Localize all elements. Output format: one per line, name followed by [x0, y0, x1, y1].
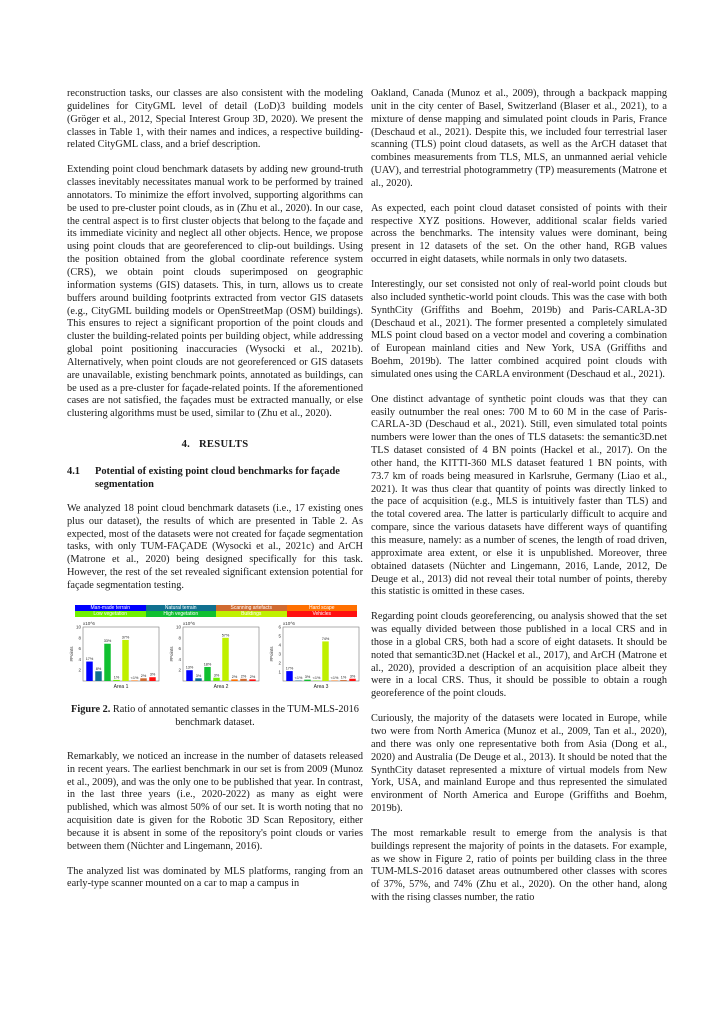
section-heading: 4. RESULTS — [181, 439, 249, 451]
svg-text:6: 6 — [278, 624, 281, 630]
paragraph: We analyzed 18 point cloud benchmark datasets (i.e., 17 existing ones plus our dataset), the results of which are presented in Table 2. As expected, most of the datasets were not created for façade segmentation tasks, with only TUM-FAÇADE (Wysocki et al., 2021c) and ArCH (Matrone et al., 2020) being designed specifically for this task. However, the rest of the set revealed significant extension potential for façade segmentation testing. — [67, 502, 363, 591]
svg-text:17%: 17% — [85, 656, 94, 661]
paragraph: Interestingly, our set consisted not only of real-world point clouds but also included synthetic-world point clouds. This was the case with both SynthCity (Griffiths and Boehm, 2019b) and Paris-CARLA-3D (Deschaud et al., 2021). The former presented a completely simulated MLS point cloud based on a vector model and covering a combination of European mainland cities and New York, USA (Griffiths and Boehm, 2019b). The latter combined acquired point clouds with simulated ones using the CARLA environment (Deschaud et al., 2021). — [371, 278, 667, 380]
svg-text:3%: 3% — [195, 673, 202, 678]
svg-text:33%: 33% — [103, 639, 112, 644]
svg-text:x10^6: x10^6 — [183, 620, 195, 626]
svg-text:6: 6 — [178, 645, 181, 651]
svg-text:Area 1: Area 1 — [113, 683, 129, 690]
svg-text:2%: 2% — [249, 674, 256, 679]
legend-item: Vehicles — [287, 611, 358, 617]
svg-text:2: 2 — [78, 667, 81, 673]
svg-text:8%: 8% — [95, 666, 102, 671]
svg-text:3%: 3% — [213, 673, 220, 678]
svg-text:2: 2 — [178, 667, 181, 673]
svg-text:10: 10 — [75, 624, 81, 630]
subsection-heading: 4.1 Potential of existing point cloud benchmarks for façade segmentation — [67, 465, 340, 490]
figure-legend — [75, 605, 357, 617]
figure-2 — [67, 605, 363, 693]
right-column — [371, 88, 667, 917]
paragraph: Oakland, Canada (Munoz et al., 2009), through a backpack mapping unit in the city center of Basel, Switzerland (Blaser et al., 2021), to a mixture of dense mapping and simulated point clouds in Paris, France (Deschaud et al., 2021). Despite this, we included four terrestrial laser scanning (TLS) point cloud datasets, as well as the ArCH dataset that combines measurements from TLS, MLS, an unmanned aerial vehicle (UAV), and terrestrial photogrammetry (TP) measurements (Matrone et al., 2020). — [371, 88, 667, 189]
bar-chart — [67, 619, 163, 693]
svg-text:10: 10 — [175, 624, 181, 630]
svg-text:17%: 17% — [285, 666, 294, 671]
svg-text:1%: 1% — [113, 675, 120, 680]
paragraph: Remarkably, we noticed an increase in the number of datasets released in recent years. The earliest benchmark in our set is from 2009 (Munoz et al., 2009), and was the only one to be published that year. In contrast, in the last three years (i.e., 2020-2022) as many as eight were published, which was almost 50% of our set. It is worth noting that no acquisition date is given for the Robotic 3D Scan Repository, either because it is absent in some of the repository's point clouds or varies between them (Nüchter and Lingemann, 2016). — [67, 750, 363, 852]
svg-text:<1%: <1% — [312, 675, 321, 680]
legend-item: Man-made terrain — [75, 605, 146, 611]
legend-item: Buildings — [216, 611, 287, 617]
svg-text:3: 3 — [278, 651, 281, 657]
svg-text:8: 8 — [178, 635, 181, 641]
paragraph: Extending point cloud benchmark datasets by adding new ground-truth classes inevitably necessitates manual work to be performed by trained annotators. To minimize the effort involved, supporting algorithms can be used to pre-cluster point clouds, as in (Zhu et al., 2020). In our case, the central aspect is to first cluster objects that belong to the façade and its immediate vicinity and neglect all other objects. Hence, we propose using point clouds that are georeferenced to clip-out buildings. Using the position obtained from the global coordinate reference system (CRS), we obtain point clouds superimposed on geographic information systems (GIS) datasets. This, in turn, allows us to create buffers around building footprints extracted from vector GIS datasets (e.g., CityGML building models or OpenStreetMap (OSM) buildings). This ensures to reject a significant proportion of the point clouds and cluster the building-related points per building object, while addressing global point positioning inaccuracies (Wysocki et al., 2021b). Alternatively, when point clouds are not georeferenced or GIS datasets are unavailable, existing benchmark points, annotated as buildings, can be used as a pre-cluster for façade-related points. If the aforementioned cases are not satisfied, the façades must be extracted manually, or else clustering algorithms must be used, similar to (Zhu et al., 2020). — [67, 164, 363, 420]
legend-item: Low vegetation — [75, 611, 146, 617]
svg-text:x10^6: x10^6 — [283, 620, 295, 626]
svg-text:2%: 2% — [140, 673, 147, 678]
paragraph: The analyzed list was dominated by MLS platforms, ranging from an early-type scanner mounted on a car to map a campus in — [67, 865, 363, 890]
svg-text:Area 3: Area 3 — [313, 683, 329, 690]
svg-text:2: 2 — [278, 660, 281, 666]
svg-text:2%: 2% — [240, 674, 247, 679]
paragraph: The most remarkable result to emerge from the analysis is that buildings represent the majority of points in the datasets. For example, as we show in Figure 2, ratio of points per building class in the three TUM-MLS-2016 dataset areas outnumbered other classes with scores of 37%, 57%, and 74% (Zhu et al., 2020). On the other hand, along with the rising classes number, the ratio — [371, 827, 667, 904]
svg-text:3%: 3% — [304, 674, 311, 679]
svg-text:#Points: #Points — [69, 646, 74, 662]
svg-text:4: 4 — [178, 656, 181, 662]
paragraph: Regarding point clouds georeferencing, ou analysis showed that the set was equally divided between those published in a local CRS and in those in a global CRS, both had a score of eight datasets. It should be noted that semantic3D.net (Hackel et al., 2017), and ArCH (Matrone et al., 2020), provided a description of an acquisition place albeit they were in a local CRS. Thus, it should be possible to obtain a rough georeference of the point clouds. — [371, 611, 667, 700]
svg-text:5: 5 — [278, 633, 281, 639]
legend-item: Natural terrain — [146, 605, 217, 611]
svg-text:#Points: #Points — [169, 646, 174, 662]
svg-text:4: 4 — [278, 642, 281, 648]
svg-text:18%: 18% — [203, 662, 212, 667]
left-column — [67, 88, 363, 903]
figure-caption: Figure 2. Ratio of annotated semantic classes in the TUM-MLS-2016 benchmark dataset. — [71, 703, 359, 728]
bar-chart — [267, 619, 363, 693]
svg-text:57%: 57% — [221, 633, 230, 638]
svg-text:<1%: <1% — [130, 675, 139, 680]
paragraph: reconstruction tasks, our classes are also consistent with the modeling guidelines for CityGML level of detail (LoD)3 building models (Gröger et al., 2012, Special Interest Group 3D, 2020). We present the classes in Table 1, with their names and indices, a respective building-related CityGML class, and a brief description. — [67, 88, 363, 151]
svg-text:6: 6 — [78, 645, 81, 651]
svg-text:74%: 74% — [321, 636, 330, 641]
svg-text:37%: 37% — [121, 635, 130, 640]
legend-item: Hard scape — [287, 605, 358, 611]
svg-text:3%: 3% — [349, 674, 356, 679]
svg-text:<1%: <1% — [330, 675, 339, 680]
svg-text:4: 4 — [78, 656, 81, 662]
paragraph: As expected, each point cloud dataset consisted of points with their respective XYZ positions. However, additional scalar fields varied across the benchmarks. The intensity values were dominant, being present in 12 datasets of the set. On the other hand, RGB values occurred in eight datasets, while normals in only two datasets. — [371, 202, 667, 266]
svg-text:1%: 1% — [340, 675, 347, 680]
legend-item: High vegetation — [146, 611, 217, 617]
svg-text:2%: 2% — [231, 674, 238, 679]
bar-charts — [67, 619, 363, 693]
svg-text:x10^6: x10^6 — [83, 620, 95, 626]
svg-text:Area 2: Area 2 — [213, 683, 229, 690]
svg-text:13%: 13% — [185, 665, 194, 670]
svg-text:3%: 3% — [149, 672, 156, 677]
paragraph: One distinct advantage of synthetic point clouds was that they can easily outnumber the real ones: 700 M to 60 M in the case of Paris-CARLA-3D (Deschaud et al., 2021). Still, even simulated total points numbers were lower than the ones of TLS datasets: the semantic3D.net TLS dataset consisted of 4 BN points (Hackel et al., 2017). On the other hand, the KITTI-360 MLS dataset featured 1 BN points, with 73.7 km of roads being measured in Karlsruhe, Germany (Liao et al., 2021). It was thus clear that quantity of points was directly linked to the pace of acquisition (e.g., MLS is intuitively faster than TLS) and the total covered area. The latter is particularly difficult to acquire and compare, since the various datasets have different ways of quantifing this measure, namely: as a number of scenes, the length of road driven, approximate area extent, or else it is unpublished. Moreover, three obtained datasets (Nüchter and Lingemann, 2016, Lande, 2012, De Deuge et al., 2013) did not reveal their total number of points, thereby this statistic is omitted in these cases. — [371, 393, 667, 598]
bar-chart — [167, 619, 263, 693]
paragraph: Curiously, the majority of the datasets were located in Europe, while two were from North America (Munoz et al., 2009, Tan et al., 2020), and there was only one representative both from Asia (Dong et al., 2020) and Australia (De Deuge et al., 2013). It should be noted that the SynthCity dataset represented a mixture of virtual models from New York, USA, and mainland Europe and thus represented the simulated environment of North America and Europe (Griffiths and Boehm, 2019b). — [371, 713, 667, 815]
legend-item: Scanning artefacts — [216, 605, 287, 611]
svg-text:#Points: #Points — [269, 646, 274, 662]
svg-text:1: 1 — [278, 669, 281, 675]
svg-text:8: 8 — [78, 635, 81, 641]
svg-text:<1%: <1% — [294, 675, 303, 680]
